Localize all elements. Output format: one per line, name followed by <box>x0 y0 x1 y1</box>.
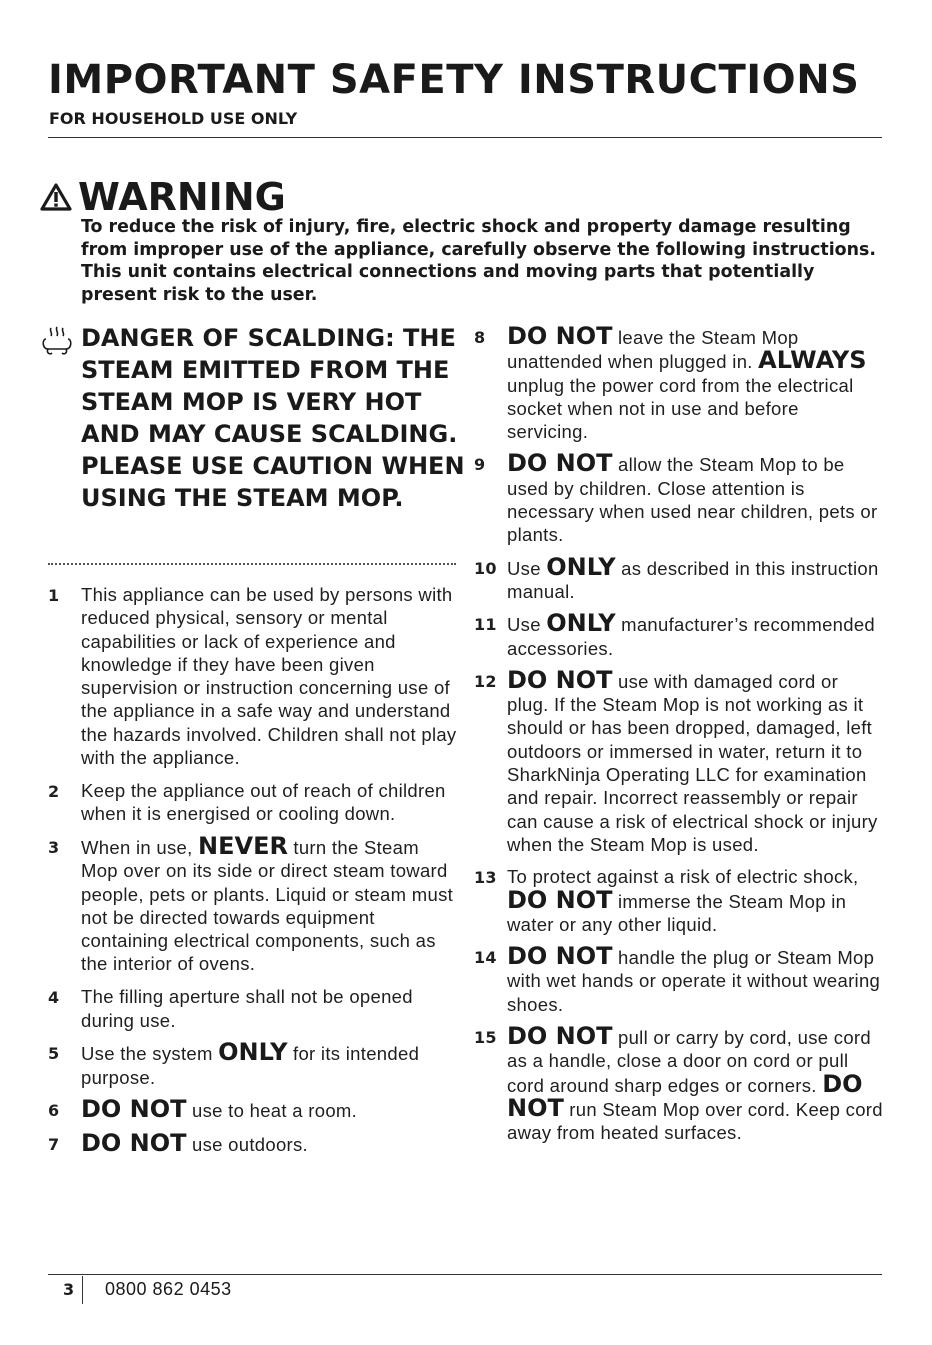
instruction-keyword: DO NOT <box>507 1069 863 1122</box>
instruction-list-right <box>474 322 884 1154</box>
instruction-keyword: DO NOT <box>81 1095 187 1124</box>
instruction-keyword: ALWAYS <box>758 346 867 375</box>
footer-divider <box>48 1274 882 1275</box>
instruction-keyword: ONLY <box>546 609 616 638</box>
warning-title: WARNING <box>78 175 286 219</box>
instruction-text: use to heat a room. <box>186 1100 358 1122</box>
instruction-item <box>474 665 884 856</box>
instruction-keyword: DO NOT <box>507 322 613 350</box>
header-divider <box>48 137 882 138</box>
footer-separator <box>82 1276 83 1304</box>
instruction-list-left <box>48 583 458 1166</box>
instruction-number: 15 <box>474 1028 497 1048</box>
instruction-text: pull or carry by cord, use cord as a handle, close a door on cord or pull cord around sharp edges or corners. <box>507 1027 871 1096</box>
instruction-number: 6 <box>48 1101 60 1121</box>
warning-text: To reduce the risk of injury, fire, electric shock and property damage resulting from improper use of the appliance, carefully observe the following instructions. This unit contains electrical connections and moving parts that potentially present risk to the user. <box>81 217 876 305</box>
instruction-number: 2 <box>48 781 60 801</box>
instruction-number: 12 <box>474 671 497 691</box>
instruction-keyword: ONLY <box>218 1038 288 1067</box>
instruction-number: 1 <box>48 586 60 605</box>
instruction-text: leave the Steam Mop unattended when plugged in. <box>507 327 799 373</box>
instruction-item <box>474 552 884 604</box>
instruction-item <box>48 985 458 1032</box>
instruction-text: handle the plug or Steam Mop with wet hands or operate it without wearing shoes. <box>507 947 881 1015</box>
instruction-item <box>474 609 884 660</box>
instruction-item <box>48 779 458 826</box>
support-phone: 0800 862 0453 <box>105 1279 232 1299</box>
instruction-text: To protect against a risk of electric shock, <box>507 866 859 888</box>
hot-steam-icon <box>40 325 74 357</box>
instruction-number: 4 <box>48 988 60 1008</box>
instruction-keyword: ONLY <box>546 552 616 581</box>
instruction-text: immerse the Steam Mop in water or any other liquid. <box>507 890 847 935</box>
page-subtitle: FOR HOUSEHOLD USE ONLY <box>49 109 298 128</box>
instruction-text: Use the system <box>81 1043 219 1065</box>
instruction-text: This appliance can be used by persons with reduced physical, sensory or mental capabilities or lack of experience and knowledge if they have been given supervision or instruction concerning use of the appliance in a safe way and understand the hazards involved. Children shall not play with the appliance. <box>81 584 457 769</box>
instruction-number: 14 <box>474 948 497 968</box>
warning-heading <box>40 174 286 220</box>
instruction-text: turn the Steam Mop over on its side or direct steam toward people, pets or plants. Liquid or steam must not be directed towards equipment containing electrical components, such as the interior of ovens. <box>81 836 454 975</box>
instruction-keyword: DO NOT <box>507 665 613 694</box>
instruction-item <box>48 831 458 976</box>
instruction-number: 10 <box>474 558 497 578</box>
instruction-keyword: NEVER <box>198 831 288 860</box>
instruction-item <box>48 1038 458 1089</box>
instruction-text: as described in this instruction manual. <box>507 557 879 602</box>
instruction-keyword: DO NOT <box>507 942 613 971</box>
instruction-item <box>474 865 884 936</box>
instruction-text: manufacturer’s recommended accessories. <box>507 614 876 659</box>
instruction-text: use outdoors. <box>186 1134 308 1156</box>
instruction-keyword: DO NOT <box>507 885 613 914</box>
instruction-text: unplug the power cord from the electrical socket when not in use and before servicing. <box>507 374 854 443</box>
instruction-number: 8 <box>474 328 486 347</box>
instruction-item <box>474 942 884 1016</box>
page-number: 3 <box>63 1280 75 1299</box>
instruction-item <box>48 1095 458 1124</box>
instruction-item <box>474 449 884 546</box>
instruction-number: 5 <box>48 1044 60 1064</box>
instruction-text: for its intended purpose. <box>81 1043 420 1088</box>
scalding-danger-notice: DANGER OF SCALDING: THE STEAM EMITTED FROM THE STEAM MOP IS VERY HOT AND MAY CAUSE SCALDING. PLEASE USE CAUTION WHEN USING THE STEAM MOP. <box>81 324 465 512</box>
instruction-item <box>48 583 458 769</box>
instruction-text: run Steam Mop over cord. Keep cord away from heated surfaces. <box>507 1098 883 1144</box>
instruction-number: 3 <box>48 837 60 857</box>
instruction-keyword: DO NOT <box>81 1129 187 1158</box>
instruction-item <box>48 1129 458 1158</box>
instruction-number: 13 <box>474 868 497 888</box>
instruction-text: use with damaged cord or plug. If the Steam Mop is not working as it should or has been dropped, damaged, left outdoors or immersed in water, return it to SharkNinja Operating LLC for examination and repair. Incorrect reassembly or repair can cause a risk of electrical shock or injury when the Steam Mop is used. <box>507 670 878 855</box>
page-title: IMPORTANT SAFETY INSTRUCTIONS <box>48 57 860 103</box>
instruction-item <box>474 322 884 443</box>
instruction-text: Keep the appliance out of reach of children when it is energised or cooling down. <box>81 779 446 825</box>
instruction-keyword: DO NOT <box>507 1022 613 1051</box>
instruction-text: The filling aperture shall not be opened during use. <box>81 986 413 1031</box>
instruction-item <box>474 1022 884 1144</box>
instruction-number: 7 <box>48 1135 60 1155</box>
dotted-divider <box>48 563 456 565</box>
instruction-number: 11 <box>474 615 497 635</box>
instruction-keyword: DO NOT <box>507 449 613 478</box>
instruction-text: Use <box>507 614 547 636</box>
instruction-number: 9 <box>474 455 486 475</box>
warning-triangle-icon <box>40 183 72 211</box>
instruction-text: When in use, <box>81 836 199 858</box>
instruction-text: allow the Steam Mop to be used by children. Close attention is necessary when used near children, pets or plants. <box>507 454 878 546</box>
instruction-text: Use <box>507 557 547 579</box>
